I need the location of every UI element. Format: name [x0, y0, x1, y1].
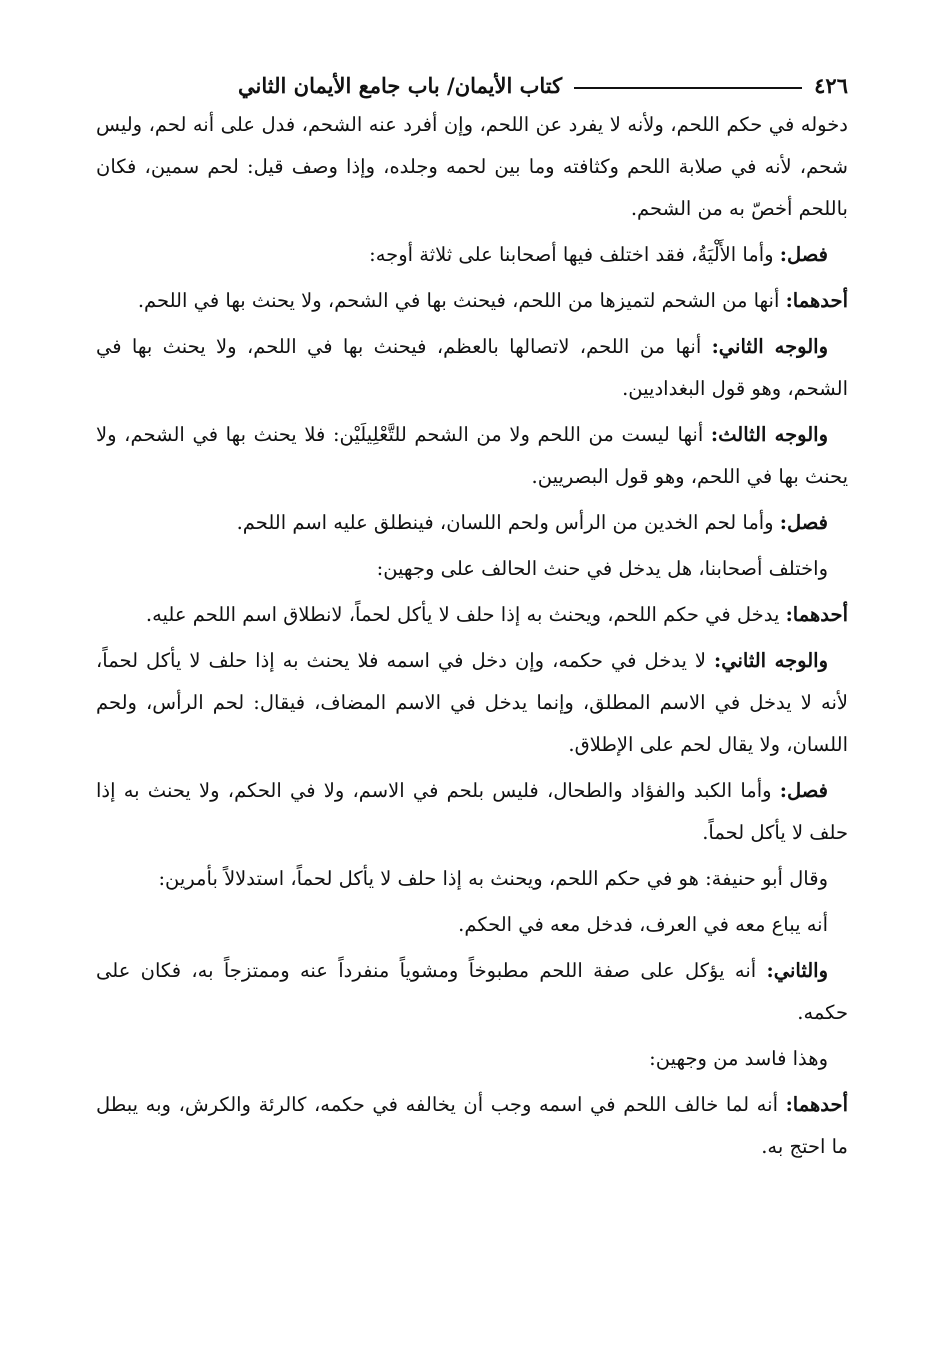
- paragraph: [96, 502, 848, 544]
- paragraph: [96, 326, 848, 410]
- paragraph: [96, 548, 848, 590]
- paragraph-text: يدخل في حكم اللحم، ويحنث به إذا حلف لا يأكل لحماً، لانطلاق اسم اللحم عليه.: [145, 603, 786, 626]
- paragraph-text: أنه يؤكل على صفة اللحم مطبوخاً ومشوياً منفرداً عنه وممتزجاً به، فكان على حكمه.: [96, 959, 848, 1024]
- paragraph-text: وقال أبو حنيفة: هو في حكم اللحم، ويحنث به إذا حلف لا يأكل لحماً، استدلالاً بأمرين:: [158, 867, 828, 890]
- book-title: كتاب الأيمان/ باب جامع الأيمان الثاني: [238, 73, 563, 98]
- paragraph-text: واختلف أصحابنا، هل يدخل في حنث الحالف على وجهين:: [376, 557, 828, 580]
- paragraph-text: أنها من اللحم، لاتصالها بالعظم، فيحنث بها في اللحم، ولا يحنث بها في الشحم، وهو قول البغداديين.: [96, 335, 848, 400]
- paragraph-lead: فصل:: [779, 243, 828, 266]
- paragraph: [96, 770, 848, 854]
- paragraph: [96, 234, 848, 276]
- page-number: ٤٢٦: [814, 73, 848, 98]
- paragraph-text: وأما لحم الخدين من الرأس ولحم اللسان، فينطلق عليه اسم اللحم.: [236, 511, 780, 534]
- document-page: [96, 68, 848, 1308]
- paragraph-text: أنه يباع معه في العرف، فدخل معه في الحكم.: [458, 913, 828, 936]
- paragraph: [96, 594, 848, 636]
- paragraph-text: أنها ليست من اللحم ولا من الشحم للتَّعْلِيلَيْن: فلا يحنث بها في الشحم، ولا يحنث بها في اللحم، وهو قول البصريين.: [96, 423, 848, 488]
- header-rule: [574, 87, 802, 89]
- paragraph-lead: أحدهما:: [785, 603, 848, 626]
- paragraph-text: لا يدخل في حكمه، وإن دخل في اسمه فلا يحنث به إذا حلف لا يأكل لحماً، لأنه لا يدخل في الاسم المطلق، وإنما يدخل في الاسم المضاف، فيقال: لحم الرأس، ولحم اللسان، ولا يقال لحم على الإطلاق.: [96, 649, 848, 756]
- paragraph: [96, 280, 848, 322]
- paragraph: [96, 1038, 848, 1080]
- paragraph: [96, 640, 848, 766]
- paragraph-text: دخوله في حكم اللحم، ولأنه لا يفرد عن اللحم، وإن أفرد عنه الشحم، فدل على أنه لحم، وليس شحم، لأنه في صلابة اللحم وكثافته وما بين لحمه وجلده، وإذا وصف قيل: لحم سمين، فكان باللحم أخصّ به من الشحم.: [96, 113, 848, 220]
- paragraph-text: أنه لما خالف اللحم في اسمه وجب أن يخالفه في حكمه، كالرئة والكرش، وبه يبطل ما احتج به.: [96, 1093, 848, 1158]
- paragraph-text: وأما الكبد والفؤاد والطحال، فليس بلحم في الاسم، ولا في الحكم، ولا يحنث به إذا حلف لا يأكل لحماً.: [96, 779, 848, 844]
- paragraph: [96, 950, 848, 1034]
- paragraph: [96, 414, 848, 498]
- paragraph-text: أنها من الشحم لتميزها من اللحم، فيحنث بها في الشحم، ولا يحنث بها في اللحم.: [137, 289, 786, 312]
- paragraph-lead: فصل:: [779, 511, 828, 534]
- paragraph: [96, 1084, 848, 1168]
- paragraph-lead: والوجه الثالث:: [710, 423, 828, 446]
- paragraph-lead: والثاني:: [766, 959, 828, 982]
- paragraph-lead: والوجه الثاني:: [714, 649, 828, 672]
- paragraph: [96, 904, 848, 946]
- paragraph: [96, 104, 848, 230]
- paragraph: [96, 858, 848, 900]
- body-text: [96, 104, 848, 1168]
- paragraph-lead: فصل:: [779, 779, 828, 802]
- running-header: [96, 68, 848, 104]
- paragraph-lead: والوجه الثاني:: [711, 335, 828, 358]
- paragraph-lead: أحدهما:: [785, 289, 848, 312]
- paragraph-lead: أحدهما:: [785, 1093, 848, 1116]
- paragraph-text: وهذا فاسد من وجهين:: [649, 1047, 828, 1070]
- paragraph-text: وأما الأَلْيَةُ، فقد اختلف فيها أصحابنا على ثلاثة أوجه:: [369, 243, 780, 266]
